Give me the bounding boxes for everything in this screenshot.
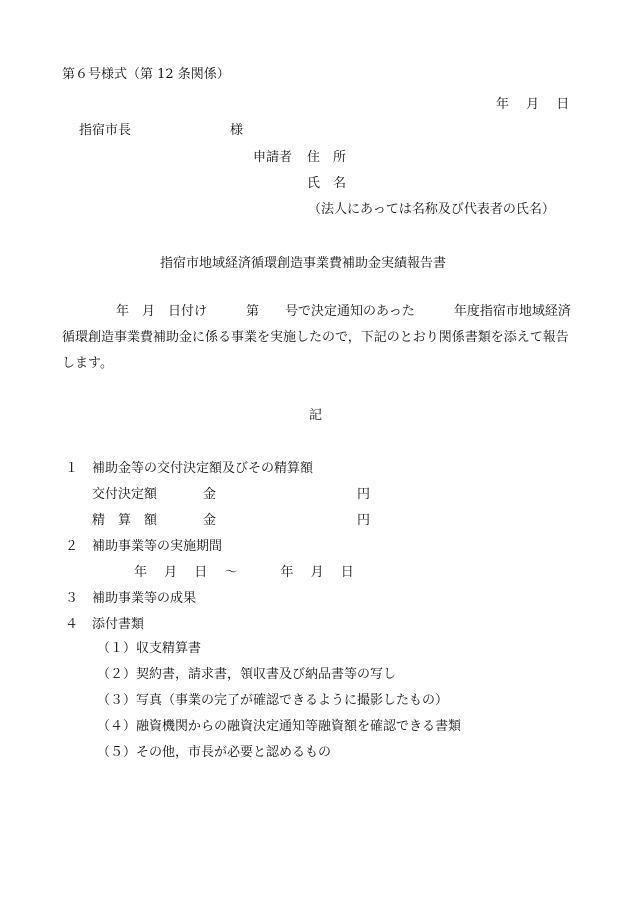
section-4-number: ４ [65,617,79,632]
body-text: 年 月 日付け 第 号で決定通知のあった 年度指宿市地域経済循環創造事業費補助金に係る事業を実施したので，下記のとおり関係書類を添えて報告します。 [62,304,571,371]
implementation-period: 年 月 日 〜 年 月 日 [134,565,354,580]
settlement-amount-unit: 円 [357,513,371,528]
section-3-title: 補助事業等の成果 [92,591,197,606]
form-label: 第６号様式（第 12 条関係） [62,67,230,82]
addressee: 指宿市長 [79,123,132,138]
body-paragraph [62,299,572,377]
document-title: 指宿市地域経済循環創造事業費補助金実績報告書 [160,256,447,271]
settlement-amount-prefix: 金 [203,513,217,528]
attachment-item: （２）契約書，請求書，領収書及び納品書等の写し [97,667,397,682]
attachment-item: （３）写真（事業の完了が確認できるように撮影したもの） [97,693,449,708]
settlement-amount-label: 精 算 額 [92,513,158,528]
corporate-note: （法人にあっては名称及び代表者の氏名） [308,202,555,217]
name-label: 氏 名 [307,176,347,191]
addressee-honorific: 様 [230,123,244,138]
section-1-title: 補助金等の交付決定額及びその精算額 [92,461,314,476]
attachment-item: （５）その他，市長が必要と認めるもの [97,745,332,760]
date-line: 年 月 日 [496,97,570,112]
decision-amount-prefix: 金 [203,487,217,502]
attachment-item: （４）融資機関からの融資決定通知等融資額を確認できる書類 [97,719,462,734]
address-label: 住 所 [307,150,347,165]
decision-amount-unit: 円 [357,487,371,502]
section-4-title: 添付書類 [92,617,145,632]
section-3-number: ３ [65,591,79,606]
ki-label: 記 [309,408,323,423]
section-1-number: １ [65,461,79,476]
attachment-item: （１）収支精算書 [97,641,202,656]
applicant-label: 申請者 [253,150,293,165]
decision-amount-label: 交付決定額 [92,487,158,502]
section-2-title: 補助事業等の実施期間 [92,539,223,554]
section-2-number: ２ [65,539,79,554]
